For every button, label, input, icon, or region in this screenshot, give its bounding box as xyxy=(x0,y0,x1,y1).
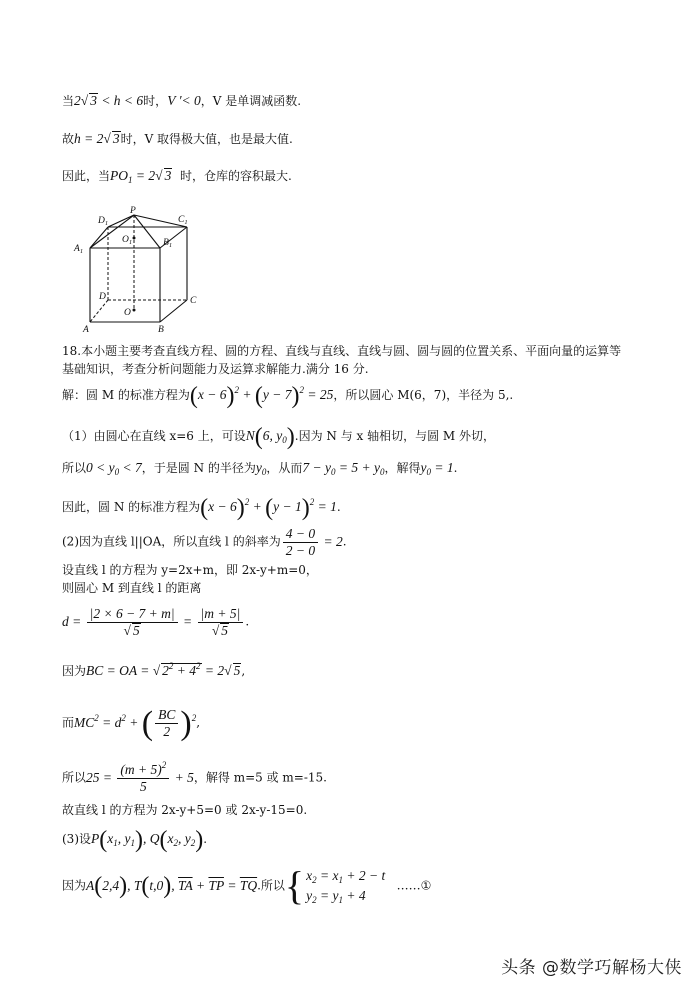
part2-distance-formula: d = $\frac{|2 \times 6 - 7 + m|}{√ 5}$ = $\frac{|m + 5|}{√ 5}$ . xyxy=(62,606,250,638)
line-conclusion-text: 时，仓库的容积最大. xyxy=(179,169,292,183)
part1b-mid1: ，于是圆 N 的半径为 xyxy=(141,461,256,475)
label-C1: $C_1$ xyxy=(178,215,188,226)
part1b-mid3: ，解得 xyxy=(384,461,421,475)
part1-line1: （1）由圆心在直线 x=6 上，可设N(6, $y_0$).因为 N 与 x 轴相切，与圆 M 外切， xyxy=(62,424,496,450)
label-D1: $D_1$ xyxy=(98,216,109,227)
part3-equation-system: { $x_2 = x_1 + 2 - t$ $y_2 = y_1 + 4$ xyxy=(284,863,386,908)
label-D: D xyxy=(99,292,106,302)
part2g-text: ，解得 m=5 或 m=-15. xyxy=(193,770,327,785)
solution-circle-m: 解：圆 M 的标准方程为$(x - 6)^2 + (y - 7)^2 = 25$，所以圆心 M(6，7)，半径为 5,. xyxy=(62,383,514,409)
part1-prefix: （1）由圆心在直线 x=6 上，可设 xyxy=(62,429,246,444)
part2-mc-formula: 而$MC^2 = d^2$ + ( $\frac{BC}{2}$ )$^2$, xyxy=(62,704,201,742)
label-B1: $B_1$ xyxy=(163,238,173,249)
label-A1: $A_1$ xyxy=(74,244,84,255)
label-O: O xyxy=(124,308,131,318)
part3-prefix: (3)设 xyxy=(62,832,91,847)
line-monotonic-text: ，V 是单调减函数. xyxy=(200,94,302,108)
problem-18-intro-2: 基础知识，考查分析问题能力及运算求解能力.满分 16 分. xyxy=(62,362,369,376)
part2-line2: 设直线 l 的方程为 y=2x+m，即 2x-y+m=0， xyxy=(62,563,318,577)
label-C: C xyxy=(190,296,197,306)
part3b-prefix: 因为 xyxy=(62,878,87,893)
line-max-text: 时，V 取得极大值，也是最大值. xyxy=(120,132,293,146)
part2-line3: 则圆心 M 到直线 l 的距离 xyxy=(62,581,202,595)
part3-eq-marker: ……① xyxy=(396,878,432,893)
label-P: P xyxy=(130,206,136,216)
part1c-prefix: 因此，圆 N 的标准方程为 xyxy=(62,500,201,515)
part2e-prefix: 因为 xyxy=(62,664,87,678)
label-A: A xyxy=(83,325,89,335)
line-monotonic: 当2√ 3 < h < 6时，V ′< 0，V 是单调减函数. xyxy=(62,93,302,108)
part2-bc-length: 因为BC = OA = √ $2^2 + 4^2 = 2√$ 5, xyxy=(62,661,246,678)
line-max-value: 故h = 2√ 3时，V 取得极大值，也是最大值. xyxy=(62,131,293,146)
problem-18-intro-1: 18.本小题主要考查直线方程、圆的方程、直线与直线、直线与圆、圆与圆的位置关系、平面向量的运算等 xyxy=(62,344,622,358)
part2g-prefix: 所以 xyxy=(62,770,87,785)
part2f-prefix: 而 xyxy=(62,715,75,730)
label-B: B xyxy=(158,325,164,335)
solution-text: ，所以圆心 M(6，7)，半径为 5,. xyxy=(333,388,514,403)
watermark: 头条 @数学巧解杨大侠 xyxy=(501,958,682,978)
line-conclusion-prefix: 因此，当 xyxy=(62,169,111,183)
part3b-mid: .所以 xyxy=(257,878,285,893)
part2-solve-m: 所以25 = $\frac{(m + 5)^2}{5}$ + 5，解得 m=5 或 m=-15. xyxy=(62,760,327,794)
part2-line1: (2)因为直线 l||OA，所以直线 l 的斜率为 $\frac{4 - 0}{2 - 0}$ = 2. xyxy=(62,526,347,558)
part2-prefix: (2)因为直线 l||OA，所以直线 l 的斜率为 xyxy=(62,534,281,549)
line-conclusion: 因此，当$PO_1 = 2√$ 3 时，仓库的容积最大. xyxy=(62,168,292,185)
part1b-mid2: ，从而 xyxy=(266,461,303,475)
part1-text: .因为 N 与 x 轴相切，与圆 M 外切， xyxy=(294,429,496,444)
warehouse-prism-figure xyxy=(70,205,200,335)
part2-result: 故直线 l 的方程为 2x-y+5=0 或 2x-y-15=0. xyxy=(62,803,308,817)
part3-line2: 因为A(2,4), T(t,0), $\overline{TA} + \overline{TP} = \overline{TQ}$.所以 { $x_2 = x_1 + 2 - t$ $y_2 = y_1 + 4$ ……① xyxy=(62,863,432,908)
label-O1: $O_1$ xyxy=(122,235,133,246)
part1-line3: 因此，圆 N 的标准方程为$(x - 6)^2 + (y - 1)^2 = 1$. xyxy=(62,495,341,521)
line-max-prefix: 故 xyxy=(62,132,75,146)
part3-line1: (3)设$P(x_1$, $y_1$), $Q(x_2$, $y_2$). xyxy=(62,827,208,853)
part1-line2: 所以$0 < y_0 < 7$，于是圆 N 的半径为$y_0$，从而$7 - y_0 = 5 + y_0$，解得$y_0 = 1$. xyxy=(62,460,458,477)
solution-prefix: 解：圆 M 的标准方程为 xyxy=(62,388,190,403)
part1b-prefix: 所以 xyxy=(62,461,87,475)
